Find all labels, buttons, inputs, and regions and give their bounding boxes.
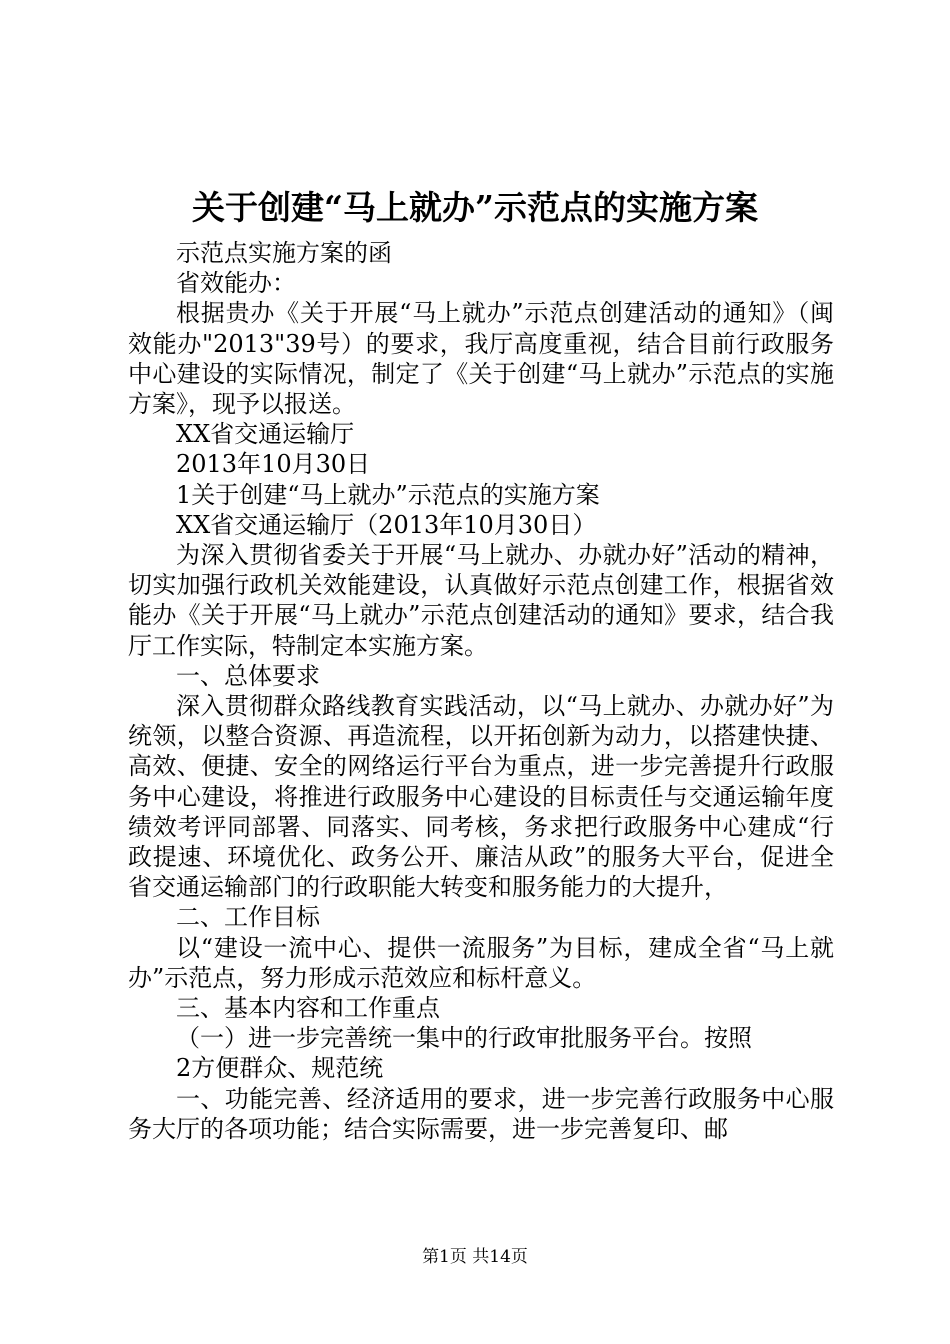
body-line: （一）进一步完善统一集中的行政审批服务平台。按照 — [176, 1024, 752, 1053]
body-paragraph: 根据贵办《关于开展“马上就办”示范点创建活动的通知》（闽效能办"2013"39号）的要求，我厅高度重视，结合目前行政服务中心建设的实际情况，制定了《关于创建“马上就办”示范点的实施方案》，现予以报送。 — [128, 299, 834, 419]
body-paragraph: 以“建设一流中心、提供一流服务”为目标，建成全省“马上就办”示范点，努力形成示范效应和标杆意义。 — [128, 933, 834, 992]
section-heading: 三、基本内容和工作重点 — [176, 994, 440, 1023]
section-heading: 一、总体要求 — [176, 661, 320, 690]
body-line: 示范点实施方案的函 — [176, 239, 392, 267]
body-paragraph: 深入贯彻群众路线教育实践活动，以“马上就办、办就办好”为统领，以整合资源、再造流程，以开拓创新为动力，以搭建快捷、高效、便捷、安全的网络运行平台为重点，进一步完善提升行政服务中心建设，将推进行政服务中心建设的目标责任与交通运输年度绩效考评同部署、同落实、同考核，务求把行政服务中心建成“行政提速、环境优化、政务公开、廉洁从政”的服务大平台，促进全省交通运输部门的行政职能大转变和服务能力的大提升， — [128, 692, 834, 902]
body-paragraph: 一、功能完善、经济适用的要求，进一步完善行政服务中心服务大厅的各项功能；结合实际需要，进一步完善复印、邮 — [128, 1084, 834, 1143]
body-paragraph: 为深入贯彻省委关于开展“马上就办、办就办好”活动的精神，切实加强行政机关效能建设，认真做好示范点创建工作，根据省效能办《关于开展“马上就办”示范点创建活动的通知》要求，结合我厅工作实际，特制定本实施方案。 — [128, 541, 834, 660]
body-line: XX省交通运输厅（2013年10月30日） — [176, 510, 597, 539]
document-title: 关于创建“马上就办”示范点的实施方案 — [192, 188, 758, 227]
body-line: 省效能办： — [176, 269, 296, 298]
body-line: 1关于创建“马上就办”示范点的实施方案 — [176, 480, 600, 509]
section-heading: 二、工作目标 — [176, 903, 320, 932]
body-line: 2方便群众、规范统 — [176, 1054, 384, 1083]
body-line: 2013年10月30日 — [176, 450, 371, 479]
page-footer: 第1页 共14页 — [422, 1247, 528, 1267]
body-line: XX省交通运输厅 — [176, 420, 355, 449]
document-body — [128, 238, 834, 1144]
